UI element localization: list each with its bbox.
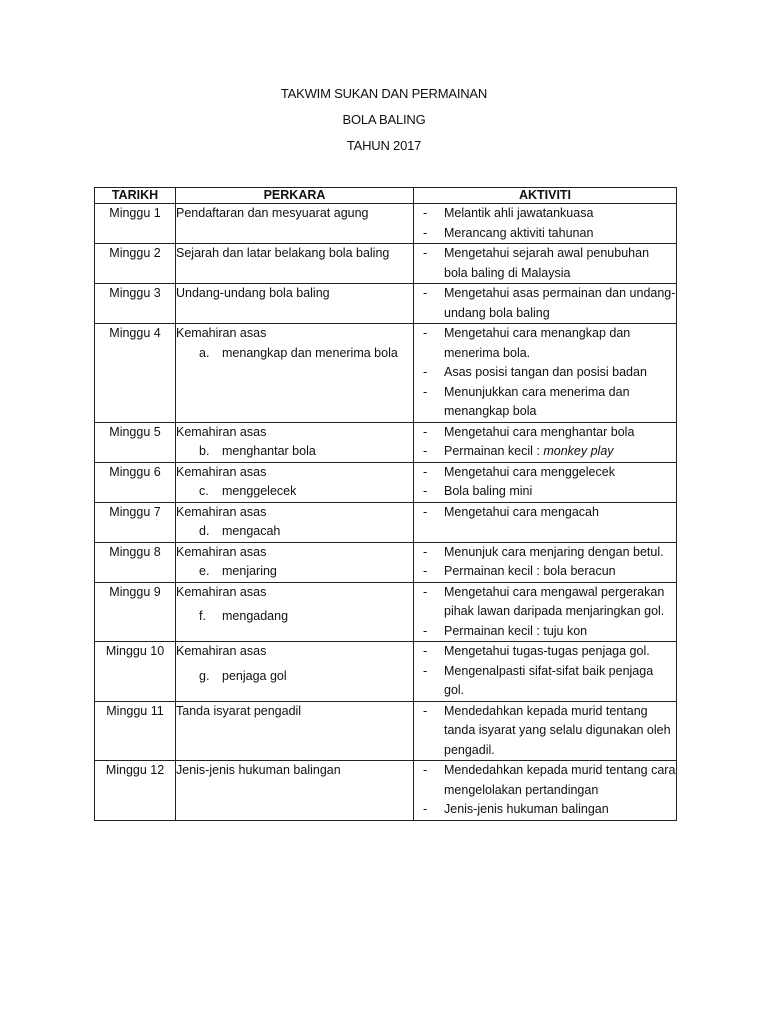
bullet-dash: - bbox=[423, 384, 428, 399]
subitem-text: mengadang bbox=[222, 609, 289, 623]
activity-item bbox=[414, 204, 676, 224]
activity-item bbox=[414, 702, 676, 761]
topic-text: Sejarah dan latar belakang bola baling bbox=[176, 246, 390, 260]
activity-item bbox=[414, 423, 676, 443]
activity-label: Permainan kecil : bbox=[444, 444, 540, 458]
table-row bbox=[95, 422, 677, 462]
activity-text: Mengetahui cara menangkap dan menerima bola. bbox=[444, 326, 631, 360]
table-row bbox=[95, 701, 677, 761]
row-topic bbox=[176, 324, 414, 423]
activity-item bbox=[414, 503, 676, 523]
activity-text: Mendedahkan kepada murid tentang cara mengelolakan pertandingan bbox=[444, 763, 676, 797]
bullet-dash: - bbox=[423, 326, 428, 340]
activity-text: Jenis-jenis hukuman balingan bbox=[444, 802, 609, 816]
row-activities bbox=[414, 582, 677, 642]
row-activities bbox=[414, 701, 677, 761]
subitem-text: menghantar bola bbox=[222, 444, 316, 458]
table-row bbox=[95, 244, 677, 284]
activity-text: Mengetahui cara menghantar bola bbox=[444, 424, 635, 439]
bullet-dash: - bbox=[423, 286, 428, 300]
header-aktiviti: AKTIVITI bbox=[414, 188, 677, 204]
row-date: Minggu 4 bbox=[95, 324, 176, 423]
activity-text: Asas posisi tangan dan posisi badan bbox=[444, 365, 647, 379]
bullet-dash: - bbox=[423, 444, 428, 458]
bullet-dash: - bbox=[423, 246, 428, 260]
topic-subitem bbox=[176, 667, 413, 687]
subitem-marker: e. bbox=[199, 564, 210, 578]
document-title: TAKWIM SUKAN DAN PERMAINAN bbox=[280, 86, 488, 101]
activity-item bbox=[414, 622, 676, 642]
header-tarikh: TARIKH bbox=[95, 188, 176, 204]
row-activities bbox=[414, 422, 677, 462]
activity-item bbox=[414, 761, 676, 800]
document-subtitle: BOLA BALING bbox=[342, 112, 426, 127]
row-activities bbox=[414, 642, 677, 702]
topic-text: Jenis-jenis hukuman balingan bbox=[176, 763, 341, 777]
bullet-dash: - bbox=[423, 564, 428, 578]
topic-subitem bbox=[176, 562, 413, 582]
row-date: Minggu 3 bbox=[95, 284, 176, 324]
bullet-dash: - bbox=[423, 206, 428, 220]
subitem-marker: g. bbox=[199, 668, 210, 683]
activity-text: Merancang aktiviti tahunan bbox=[444, 225, 594, 240]
bullet-dash: - bbox=[423, 424, 428, 439]
row-date: Minggu 6 bbox=[95, 462, 176, 502]
subitem-marker: f. bbox=[199, 609, 206, 623]
row-date: Minggu 7 bbox=[95, 502, 176, 542]
topic-text: Pendaftaran dan mesyuarat agung bbox=[176, 206, 369, 220]
row-topic bbox=[176, 422, 414, 462]
activity-italic: monkey play bbox=[543, 444, 614, 458]
table-row bbox=[95, 642, 677, 702]
table-row bbox=[95, 284, 677, 324]
topic-text: Kemahiran asas bbox=[176, 504, 267, 519]
subitem-text: menjaring bbox=[222, 564, 277, 578]
topic-subitem bbox=[176, 344, 413, 364]
bullet-dash: - bbox=[423, 484, 428, 498]
bullet-dash: - bbox=[423, 623, 428, 638]
row-topic bbox=[176, 204, 414, 244]
activity-item bbox=[414, 363, 676, 383]
activity-text bbox=[444, 442, 614, 462]
row-activities bbox=[414, 244, 677, 284]
row-activities bbox=[414, 204, 677, 244]
row-topic bbox=[176, 582, 414, 642]
activity-text: Bola baling mini bbox=[444, 484, 533, 498]
row-topic bbox=[176, 761, 414, 821]
subitem-marker: b. bbox=[199, 444, 210, 458]
table-row bbox=[95, 324, 677, 423]
activity-text: Permainan kecil : bola beracun bbox=[444, 564, 616, 578]
activity-text: Menunjukkan cara menerima dan menangkap bola bbox=[444, 384, 630, 418]
row-topic bbox=[176, 244, 414, 284]
row-topic bbox=[176, 462, 414, 502]
topic-text: Kemahiran asas bbox=[176, 326, 267, 340]
document-year: TAHUN 2017 bbox=[346, 138, 422, 153]
activity-text: Permainan kecil : tuju kon bbox=[444, 623, 588, 638]
row-topic bbox=[176, 284, 414, 324]
row-activities bbox=[414, 324, 677, 423]
activity-item bbox=[414, 244, 676, 283]
table-row bbox=[95, 204, 677, 244]
activity-text: Mengetahui cara mengawal pergerakan pihak lawan daripada menjaringkan gol. bbox=[444, 584, 665, 618]
row-date: Minggu 10 bbox=[95, 642, 176, 702]
bullet-dash: - bbox=[423, 802, 428, 816]
topic-text: Undang-undang bola baling bbox=[176, 286, 330, 300]
bullet-dash: - bbox=[423, 225, 428, 240]
row-activities bbox=[414, 542, 677, 582]
subitem-text: penjaga gol bbox=[222, 668, 287, 683]
row-date: Minggu 12 bbox=[95, 761, 176, 821]
subitem-text: menggelecek bbox=[222, 484, 297, 498]
row-activities bbox=[414, 284, 677, 324]
table-row bbox=[95, 462, 677, 502]
activity-item bbox=[414, 383, 676, 422]
activity-text: Mengetahui cara mengacah bbox=[444, 504, 599, 519]
activity-text: Mengetahui sejarah awal penubuhan bola baling di Malaysia bbox=[444, 246, 650, 280]
document-title-block bbox=[0, 86, 768, 164]
bullet-dash: - bbox=[423, 644, 428, 658]
topic-text: Kemahiran asas bbox=[176, 544, 267, 559]
row-date: Minggu 9 bbox=[95, 582, 176, 642]
topic-subitem bbox=[176, 607, 413, 627]
row-date: Minggu 11 bbox=[95, 701, 176, 761]
topic-text: Kemahiran asas bbox=[176, 644, 267, 658]
topic-text: Kemahiran asas bbox=[176, 584, 267, 599]
subitem-text: mengacah bbox=[222, 524, 281, 538]
row-date: Minggu 2 bbox=[95, 244, 176, 284]
row-date: Minggu 5 bbox=[95, 422, 176, 462]
activity-text: Mengetahui asas permainan dan undang-undang bola baling bbox=[444, 286, 676, 320]
activity-item bbox=[414, 562, 676, 582]
activity-item bbox=[414, 543, 676, 563]
activity-text: Melantik ahli jawatankuasa bbox=[444, 206, 594, 220]
subitem-marker: d. bbox=[199, 524, 210, 538]
row-date: Minggu 8 bbox=[95, 542, 176, 582]
row-activities bbox=[414, 462, 677, 502]
activity-text: Mendedahkan kepada murid tentang tanda isyarat yang selalu digunakan oleh pengadil. bbox=[444, 703, 671, 757]
row-activities bbox=[414, 502, 677, 542]
subitem-text: menangkap dan menerima bola bbox=[222, 345, 398, 360]
topic-text: Tanda isyarat pengadil bbox=[176, 703, 302, 718]
table-row bbox=[95, 542, 677, 582]
schedule-table bbox=[94, 187, 677, 821]
activity-item bbox=[414, 224, 676, 244]
table-row bbox=[95, 761, 677, 821]
table-header-row bbox=[95, 188, 677, 204]
row-topic bbox=[176, 701, 414, 761]
activity-item bbox=[414, 482, 676, 502]
activity-text: Mengenalpasti sifat-sifat baik penjaga gol. bbox=[444, 663, 654, 697]
activity-item bbox=[414, 442, 676, 462]
row-topic bbox=[176, 502, 414, 542]
bullet-dash: - bbox=[423, 464, 428, 479]
bullet-dash: - bbox=[423, 365, 428, 379]
activity-text: Menunjuk cara menjaring dengan betul. bbox=[444, 544, 664, 559]
activity-text: Mengetahui cara menggelecek bbox=[444, 464, 615, 479]
bullet-dash: - bbox=[423, 763, 428, 777]
topic-text: Kemahiran asas bbox=[176, 424, 267, 439]
bullet-dash: - bbox=[423, 663, 428, 678]
topic-subitem bbox=[176, 482, 413, 502]
table-row bbox=[95, 502, 677, 542]
bullet-dash: - bbox=[423, 703, 428, 718]
topic-text: Kemahiran asas bbox=[176, 464, 267, 479]
bullet-dash: - bbox=[423, 504, 428, 519]
activity-item bbox=[414, 642, 676, 662]
row-date: Minggu 1 bbox=[95, 204, 176, 244]
activity-item bbox=[414, 800, 676, 820]
activity-item bbox=[414, 662, 676, 701]
activity-item bbox=[414, 463, 676, 483]
activity-item bbox=[414, 583, 676, 622]
row-activities bbox=[414, 761, 677, 821]
row-topic bbox=[176, 542, 414, 582]
header-perkara: PERKARA bbox=[176, 188, 414, 204]
subitem-marker: a. bbox=[199, 345, 210, 360]
subitem-marker: c. bbox=[199, 484, 209, 498]
activity-text: Mengetahui tugas-tugas penjaga gol. bbox=[444, 644, 650, 658]
activity-item bbox=[414, 324, 676, 363]
topic-subitem bbox=[176, 442, 413, 462]
row-topic bbox=[176, 642, 414, 702]
activity-item bbox=[414, 284, 676, 323]
bullet-dash: - bbox=[423, 544, 428, 559]
bullet-dash: - bbox=[423, 584, 428, 599]
topic-subitem bbox=[176, 522, 413, 542]
table-row bbox=[95, 582, 677, 642]
